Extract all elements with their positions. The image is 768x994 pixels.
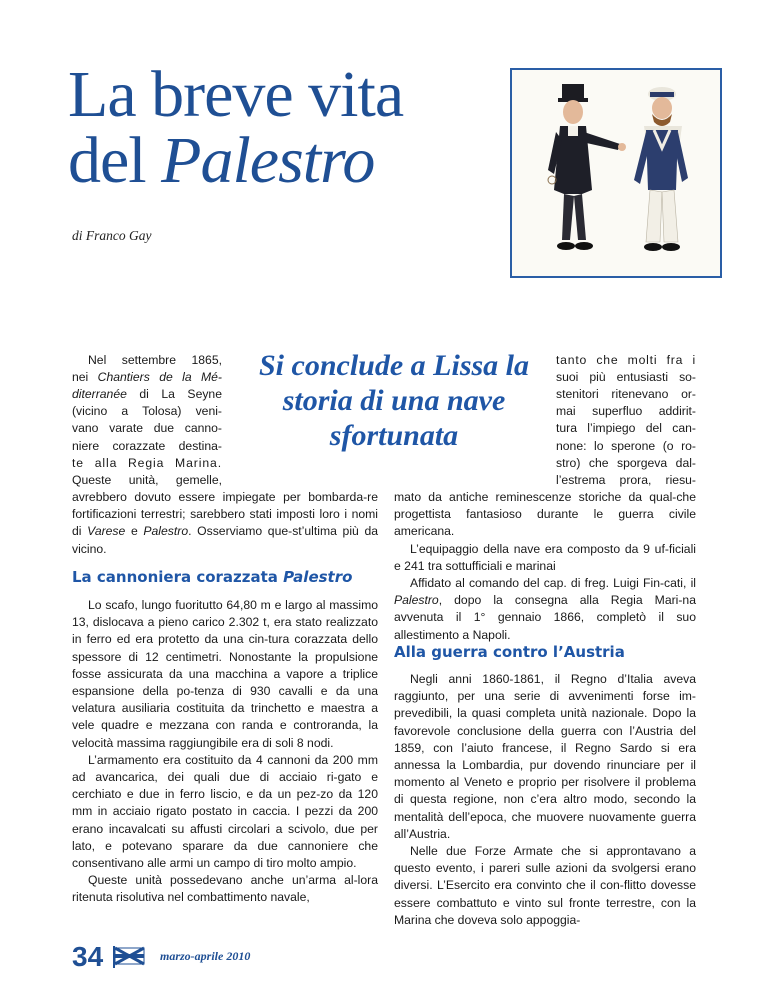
paragraph: Affidato al comando del cap. di freg. Luigi Fin-cati, il Palestro, dopo la consegna alla Regia Mari-na avvenuta il 1° gennaio 1866, completò il suo allestimento a Napoli. <box>394 576 696 642</box>
right-column-body <box>394 489 696 644</box>
title-line-1: La breve vita <box>68 58 404 131</box>
section-heading-austria: Alla guerra contro l’Austria <box>394 643 625 661</box>
sailors-illustration <box>510 68 722 278</box>
paragraph: Lo scafo, lungo fuoritutto 64,80 m e largo al massimo 13, dislocava a pieno carico 2.302 t, era stato realizzato in ferro ed era protetto da una cin-tura corazzata dello spessore di 12 centimetri. Nonostante la propulsione fosse assicurata da una macchina a vapore a triplice espansione della po-tenza di 930 cavalli e da una velatura ausiliaria costituita da trinchetto e maestra a vele quadre e mezzana con randa e controranda, la velocità massima raggiungibile era di soli 8 nodi. <box>72 598 378 750</box>
intro-line-5: vano varate due canno- <box>72 421 222 435</box>
issue-date: marzo-aprile 2010 <box>160 949 251 963</box>
section-1-body <box>72 597 378 907</box>
right-wrap-line-6: none: lo sperone (o ro- <box>556 439 696 453</box>
intro-paragraph: avrebbero dovuto essere impiegate per bombarda-re fortificazioni terrestri; sarebbero stati imposti loro i nomi di Varese e Palestro. Osserviamo que-st’ultima più da vicino. <box>72 490 378 556</box>
paragraph: mato da antiche reminescenze storiche da qual-che progettista fantasioso durante le guerra civile americana. <box>394 490 696 539</box>
paragraph: Nelle due Forze Armate che si approntavano a questo evento, i pareri sulle azioni da svolgersi erano diversi. L’Esercito era convinto che il con-flitto dovesse essere combattuto e vinto sul fronte terrestre, con la Marina che doveva solo appoggia- <box>394 844 696 927</box>
right-wrap-line-8: l’estrema prora, riesu- <box>556 473 696 487</box>
intro-line-7: te alla Regia Marina. <box>72 456 222 470</box>
intro-line-8: Queste unità, gemelle, <box>72 473 222 487</box>
right-wrap-line-4: mai superfluo addirit- <box>556 404 696 418</box>
right-wrap-line-7: stro) che sporgeva dal- <box>556 456 696 470</box>
right-wrap-line-1: tanto che molti fra i <box>556 353 696 367</box>
page-number: 34 <box>72 941 104 972</box>
title-line-2-prefix: del <box>68 124 162 197</box>
right-wrap-line-3: stenitori ritenevano or- <box>556 387 696 401</box>
intro-line-1: Nel settembre 1865, <box>88 353 222 367</box>
article-title <box>68 58 404 197</box>
intro-line-6: niere corazzate destina- <box>72 439 222 453</box>
sailor-figure <box>634 87 688 251</box>
officer-figure <box>548 84 626 250</box>
paragraph: Negli anni 1860-1861, il Regno d’Italia aveva raggiunto, per una serie di avvenimenti forse im-prevedibili, la quasi completa unità nazionale. Dopo la favorevole conclusione della guerra con l’Austria del 1859, con l’aiuto francese, il Regno Sardo si era annessa la Lombardia, pur dovendo rinunciare per il momento al Veneto e proprio per risolvere il problema di questa regione, non c’era altro modo, secondo la mentalità dell’epoca, che muovere nuovamente guerra all’Austria. <box>394 672 696 841</box>
section-2-body <box>394 671 696 929</box>
paragraph: L’armamento era costituito da 4 cannoni da 200 mm ad avancarica, dei quali due di acciaio ri-gato e cerchiato e due in ferro liscio, e da un pez-zo da 120 mm in acciaio rigato postato in caccia. I pezzi da 200 erano incavalcati su affusti circolari a scivolo, due per lato, e potevano sparare da due cannoniere che consentivano alle armi un campo di tiro molto ampio. <box>72 752 378 871</box>
paragraph: Queste unità possedevano anche un’arma al-lora ritenuta risolutiva nel combattimento navale, <box>72 873 378 905</box>
paragraph: L’equipaggio della nave era composto da 9 uf-ficiali e 241 tra sottufficiali e marinai <box>394 541 696 573</box>
naval-flag-icon <box>112 946 146 968</box>
right-wrap-line-2: suoi più entusiasti so- <box>556 370 696 384</box>
title-line-2-italic: Palestro <box>161 124 375 197</box>
sailors-drawing <box>512 70 720 276</box>
intro-line-3: diterranée di La Seyne <box>72 387 222 401</box>
intro-line-4: (vicino a Tolosa) veni- <box>72 404 222 418</box>
intro-line-2: nei Chantiers de la Mé- <box>72 370 222 384</box>
pull-quote: Si conclude a Lissa la storia di una nave sfortunata <box>258 349 529 452</box>
byline: di Franco Gay <box>72 228 152 243</box>
section-heading-palestro: La cannoniera corazzata Palestro <box>72 568 353 586</box>
right-wrap-line-5: tura l’impiego del can- <box>556 421 696 435</box>
